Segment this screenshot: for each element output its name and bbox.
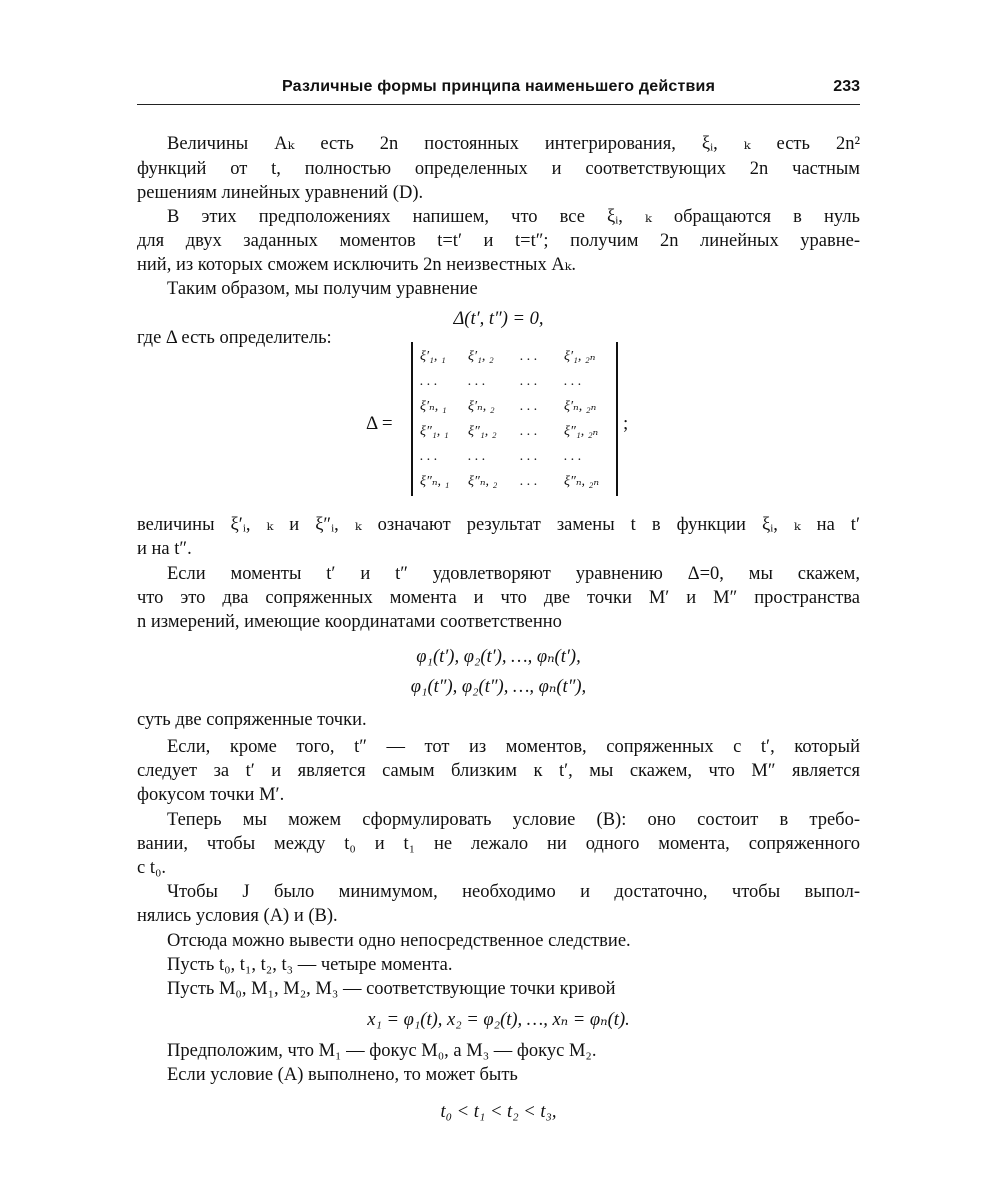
text-line: Предположим, что M₁ — фокус M₀, а M₃ — фокус M₂. [167, 1041, 597, 1061]
text-line: с t₀. [137, 858, 167, 878]
text-line: что это два сопряженных момента и что две точки M′ и M″ пространства [137, 588, 860, 608]
text-line: Величины Aₖ есть 2n постоянных интегрирования, ξᵢ, ₖ есть 2n² [167, 134, 860, 154]
determinant-cell: . . . [564, 449, 582, 464]
text-line: Если, кроме того, t″ — тот из моментов, сопряженных с t′, который [167, 737, 860, 757]
page-number: 233 [833, 78, 860, 95]
text-line: Если условие (A) выполнено, то может быть [167, 1065, 518, 1085]
equation: t₀ < t₁ < t₂ < t₃, [440, 1102, 557, 1122]
running-header [137, 78, 860, 105]
text-line: Пусть M₀, M₁, M₂, M₃ — соответствующие точки кривой [167, 979, 616, 999]
determinant-cell: ξ′₁, ₂ₙ [564, 349, 596, 364]
determinant-cell: ξ″₁, ₂ [468, 424, 497, 439]
text-line: фокусом точки M′. [137, 785, 285, 805]
determinant-cell: . . . [564, 374, 582, 389]
text-line: Если моменты t′ и t″ удовлетворяют уравнению Δ=0, мы скажем, [167, 564, 860, 584]
determinant-right-bar [616, 342, 618, 496]
text-line: n измерений, имеющие координатами соответственно [137, 612, 562, 632]
determinant-cell: . . . [420, 449, 438, 464]
text-line: величины ξ′ᵢ, ₖ и ξ″ᵢ, ₖ означают результат замены t в функции ξᵢ, ₖ на t′ [137, 515, 860, 535]
text-line: суть две сопряженные точки. [137, 710, 367, 730]
determinant-cell: ξ′ₙ, ₂ₙ [564, 399, 597, 414]
determinant-cell: ξ″ₙ, ₂ [468, 474, 498, 489]
determinant-cell: . . . [420, 374, 438, 389]
determinant-cell: ξ″ₙ, ₁ [420, 474, 450, 489]
text-line: нялись условия (A) и (B). [137, 906, 338, 926]
text-line: для двух заданных моментов t=t′ и t=t″; получим 2n линейных уравне- [137, 231, 860, 251]
determinant-left-bar [411, 342, 413, 496]
determinant-cell: . . . [520, 449, 538, 464]
header-title: Различные формы принципа наименьшего действия [282, 78, 716, 95]
text-line: вании, чтобы между t₀ и t₁ не лежало ни одного момента, сопряженного [137, 834, 860, 854]
determinant-cell: . . . [468, 449, 486, 464]
text-line: и на t″. [137, 539, 192, 559]
text-line: Чтобы J было минимумом, необходимо и достаточно, чтобы выпол- [167, 882, 860, 902]
determinant-semicolon: ; [623, 413, 629, 434]
determinant-cell: ξ″₁, ₂ₙ [564, 424, 599, 439]
determinant-cell: . . . [520, 424, 538, 439]
determinant-label: Δ = [366, 413, 393, 434]
text-line: Таким образом, мы получим уравнение [167, 279, 478, 299]
determinant-cell: . . . [520, 399, 538, 414]
determinant-cell: ξ″ₙ, ₂ₙ [564, 474, 600, 489]
equation: φ₁(t′), φ₂(t′), …, φₙ(t′), [416, 647, 581, 667]
text-line: следует за t′ и является самым близким к t′, мы скажем, что M″ является [137, 761, 860, 781]
determinant-cell: . . . [520, 474, 538, 489]
determinant-cell: ξ′₁, ₁ [420, 349, 446, 364]
determinant-cell: ξ″₁, ₁ [420, 424, 449, 439]
determinant-cell: . . . [468, 374, 486, 389]
text-line: В этих предположениях напишем, что все ξᵢ, ₖ обращаются в нуль [167, 207, 860, 227]
text-line: Пусть t₀, t₁, t₂, t₃ — четыре момента. [167, 955, 453, 975]
equation: φ₁(t″), φ₂(t″), …, φₙ(t″), [410, 677, 587, 697]
text-line: ний, из которых сможем исключить 2n неизвестных Aₖ. [137, 255, 577, 275]
determinant-cell: ξ′ₙ, ₂ [468, 399, 495, 414]
text-line: решениям линейных уравнений (D). [137, 183, 424, 203]
text-line: Теперь мы можем сформулировать условие (B): оно состоит в требо- [167, 810, 860, 830]
text-line: функций от t, полностью определенных и соответствующих 2n частным [137, 159, 860, 179]
text-line: Отсюда можно вывести одно непосредственное следствие. [167, 931, 631, 951]
determinant-matrix [420, 344, 612, 494]
determinant-cell: . . . [520, 374, 538, 389]
determinant-cell: . . . [520, 349, 538, 364]
determinant-cell: ξ′₁, ₂ [468, 349, 494, 364]
determinant-cell: ξ′ₙ, ₁ [420, 399, 447, 414]
text-line: где Δ есть определитель: [137, 328, 332, 348]
equation: x₁ = φ₁(t), x₂ = φ₂(t), …, xₙ = φₙ(t). [367, 1010, 630, 1030]
equation: Δ(t′, t″) = 0, [453, 309, 544, 329]
